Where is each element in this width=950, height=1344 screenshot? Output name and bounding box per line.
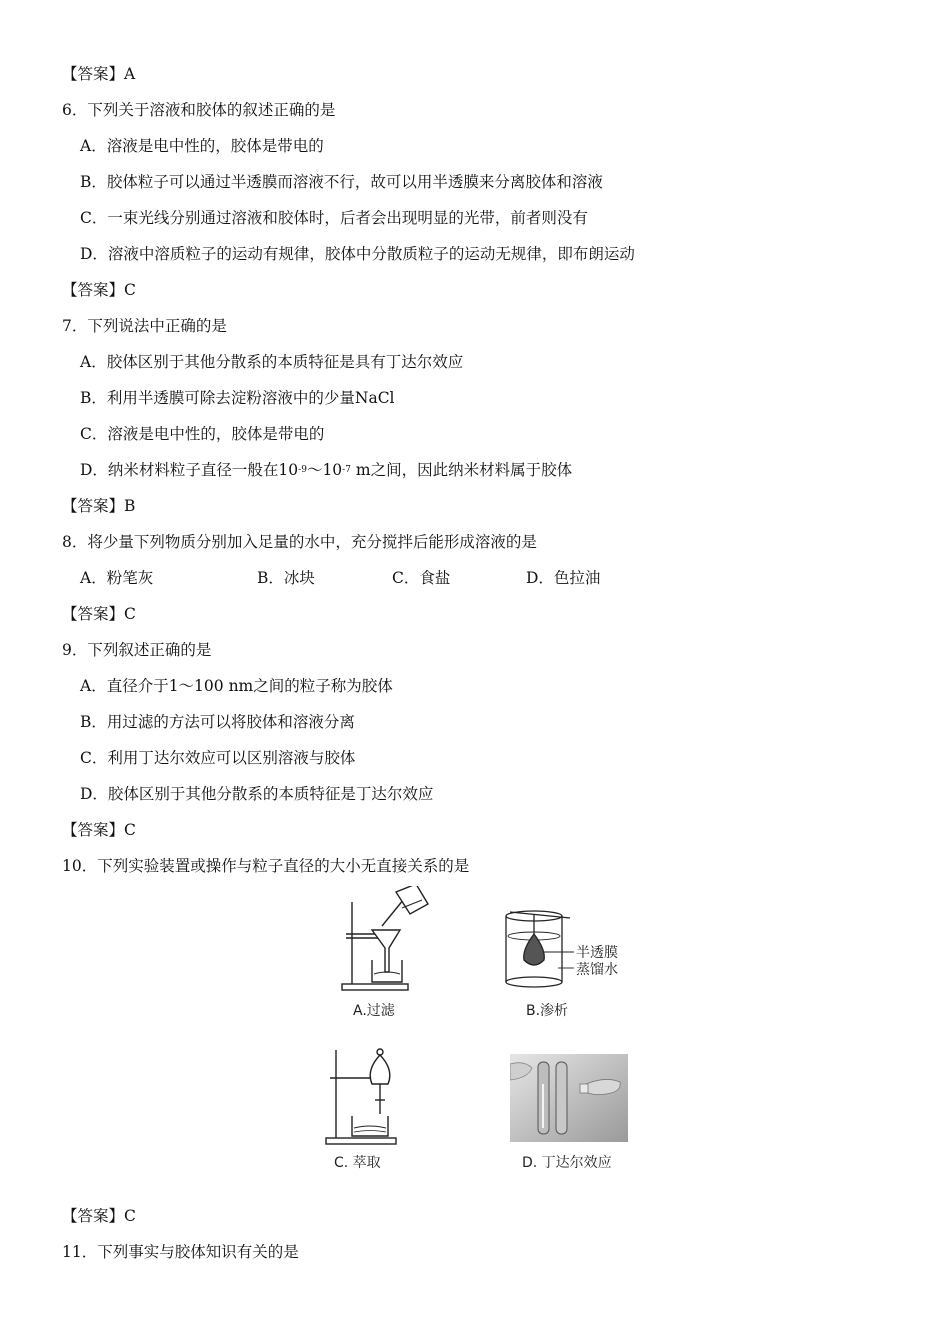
- q8-option-b: B．冰块: [257, 569, 315, 587]
- caption-b-dialysis: B.渗析: [526, 1003, 569, 1019]
- q7-option-d: [80, 460, 572, 480]
- label-distilled-water: 蒸馏水: [576, 962, 618, 978]
- q7-option-a: A．胶体区别于其他分散系的本质特征是具有丁达尔效应: [80, 353, 464, 371]
- extraction-apparatus-figure: [322, 1044, 438, 1148]
- q7-option-c: C．溶液是电中性的，胶体是带电的: [80, 425, 325, 443]
- q9-option-c: C．利用丁达尔效应可以区别溶液与胶体: [80, 749, 356, 767]
- answer-q10: 【答案】C: [62, 1207, 136, 1225]
- question-11-stem: 11．下列事实与胶体知识有关的是: [62, 1243, 299, 1261]
- caption-d-tyndall: D. 丁达尔效应: [522, 1155, 612, 1171]
- q9-option-a: A．直径介于1～100 nm之间的粒子称为胶体: [80, 677, 393, 695]
- q6-option-b: B．胶体粒子可以通过半透膜而溶液不行，故可以用半透膜来分离胶体和溶液: [80, 173, 603, 191]
- q6-option-a: A．溶液是电中性的，胶体是带电的: [80, 137, 324, 155]
- question-7-stem: 7．下列说法中正确的是: [62, 317, 227, 335]
- q7-option-b: B．利用半透膜可除去淀粉溶液中的少量NaCl: [80, 389, 395, 407]
- answer-q6: 【答案】C: [62, 281, 136, 299]
- q8-option-d: D．色拉油: [526, 569, 601, 587]
- q7-option-d-pre: D．纳米材料粒子直径一般在10: [80, 461, 299, 479]
- exponent-neg9: -9: [298, 465, 307, 475]
- caption-a-filtration: A.过滤: [353, 1003, 395, 1019]
- q6-option-c: C．一束光线分别通过溶液和胶体时，后者会出现明显的光带，前者则没有: [80, 209, 588, 227]
- q7-option-d-post: m之间，因此纳米材料属于胶体: [350, 461, 573, 479]
- question-10-stem: 10．下列实验装置或操作与粒子直径的大小无直接关系的是: [62, 857, 470, 875]
- question-6-stem: 6．下列关于溶液和胶体的叙述正确的是: [62, 101, 336, 119]
- answer-q5: 【答案】A: [62, 65, 136, 83]
- q7-option-d-mid: ～10: [306, 461, 343, 479]
- q8-option-c: C．食盐: [392, 569, 451, 587]
- q8-option-a: A．粉笔灰: [80, 569, 154, 587]
- caption-c-extraction: C. 萃取: [334, 1155, 381, 1171]
- answer-q9: 【答案】C: [62, 821, 136, 839]
- q9-option-d: D．胶体区别于其他分散系的本质特征是丁达尔效应: [80, 785, 434, 803]
- q6-option-d: D．溶液中溶质粒子的运动有规律，胶体中分散质粒子的运动无规律，即布朗运动: [80, 245, 635, 263]
- q9-option-b: B．用过滤的方法可以将胶体和溶液分离: [80, 713, 355, 731]
- label-semipermeable-membrane: 半透膜: [576, 945, 618, 961]
- question-9-stem: 9．下列叙述正确的是: [62, 641, 212, 659]
- answer-q7: 【答案】B: [62, 497, 136, 515]
- question-8-stem: 8．将少量下列物质分别加入足量的水中，充分搅拌后能形成溶液的是: [62, 533, 537, 551]
- filtration-apparatus-figure: [338, 886, 450, 994]
- tyndall-effect-photo: [510, 1054, 628, 1142]
- dialysis-apparatus-figure: [500, 906, 630, 994]
- answer-q8: 【答案】C: [62, 605, 136, 623]
- exponent-neg7: -7: [342, 465, 351, 475]
